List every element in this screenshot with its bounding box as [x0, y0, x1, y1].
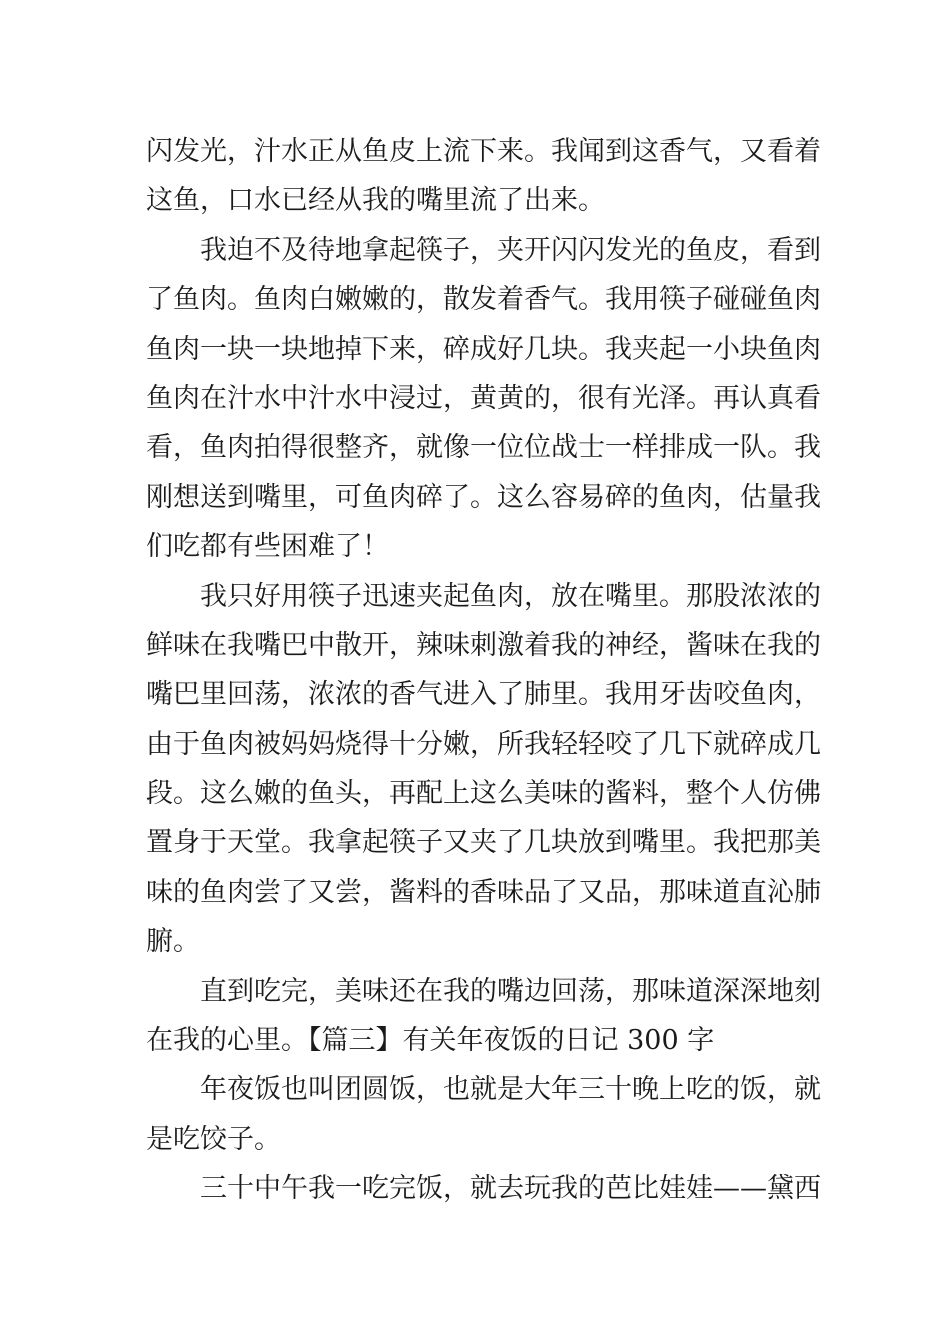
text-line: 我只好用筷子迅速夹起鱼肉，放在嘴里。那股浓浓的	[200, 580, 821, 612]
text-line: 鱼肉在汁水中汁水中浸过，黄黄的，很有光泽。再认真看	[146, 382, 821, 414]
text-line: 由于鱼肉被妈妈烧得十分嫩，所我轻轻咬了几下就碎成几	[146, 728, 821, 760]
text-line: 这鱼，口水已经从我的嘴里流了出来。	[146, 185, 605, 217]
text-line: 鲜味在我嘴巴中散开，辣味刺激着我的神经，酱味在我的	[146, 629, 821, 661]
text-line: 看，鱼肉拍得很整齐，就像一位位战士一样排成一队。我	[146, 432, 821, 464]
text-line: 嘴巴里回荡，浓浓的香气进入了肺里。我用牙齿咬鱼肉，	[146, 679, 821, 711]
text-line: 年夜饭也叫团圆饭，也就是大年三十晚上吃的饭，就	[200, 1074, 821, 1106]
text-line: 三十中午我一吃完饭，就去玩我的芭比娃娃——黛西	[200, 1173, 821, 1205]
text-line: 闪发光，汁水正从鱼皮上流下来。我闻到这香气，又看着	[146, 136, 821, 167]
text-line: 刚想送到嘴里，可鱼肉碎了。这么容易碎的鱼肉，估量我	[146, 481, 821, 513]
text-line: 我迫不及待地拿起筷子，夹开闪闪发光的鱼皮，看到	[200, 234, 821, 266]
text-line: 味的鱼肉尝了又尝，酱料的香味品了又品，那味道直沁肺	[146, 876, 821, 908]
text-line: 置身于天堂。我拿起筷子又夹了几块放到嘴里。我把那美	[146, 827, 821, 859]
text-line: 是吃饺子。	[146, 1123, 281, 1155]
text-line: 腑。	[146, 926, 200, 958]
text-line: 们吃都有些困难了！	[146, 531, 389, 563]
text-line: 鱼肉一块一块地掉下来，碎成好几块。我夹起一小块鱼肉	[146, 333, 821, 365]
text-line: 直到吃完，美味还在我的嘴边回荡，那味道深深地刻	[200, 975, 821, 1007]
text-line: 段。这么嫩的鱼头，再配上这么美味的酱料，整个人仿佛	[146, 778, 821, 810]
text-line: 在我的心里。【篇三】有关年夜饭的日记 300 字	[146, 1025, 715, 1057]
body-text	[146, 127, 821, 1214]
text-line: 了鱼肉。鱼肉白嫩嫩的，散发着香气。我用筷子碰碰鱼肉	[146, 284, 821, 316]
